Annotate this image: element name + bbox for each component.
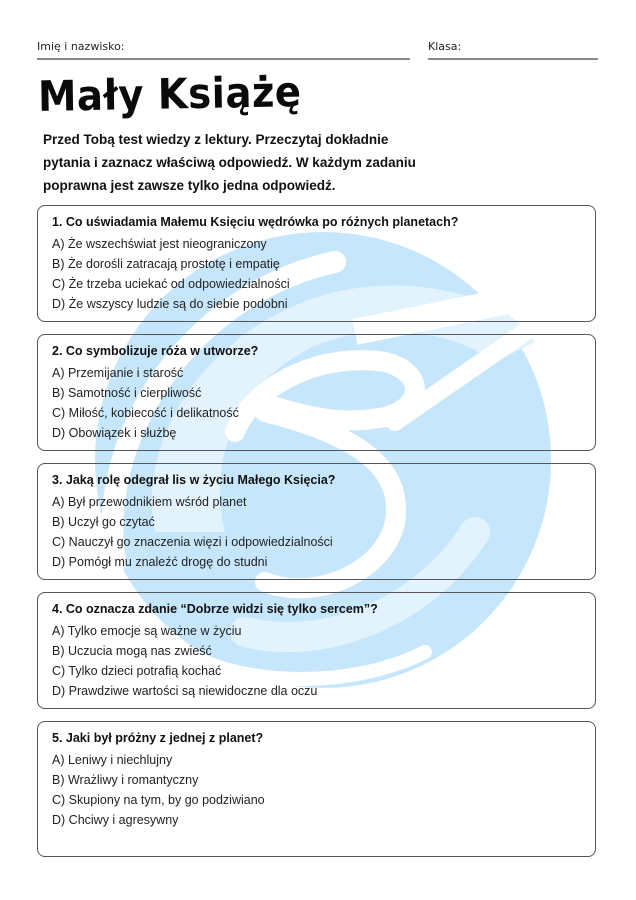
answer-option-d[interactable]: D) Że wszyscy ludzie są do siebie podobni: [52, 297, 288, 311]
question-title: 5. Jaki był próżny z jednej z planet?: [52, 731, 264, 745]
answer-option-a[interactable]: A) Tylko emocje są ważne w życiu: [52, 624, 242, 638]
question-title: 1. Co uświadamia Małemu Księciu wędrówka po różnych planetach?: [52, 215, 459, 229]
answer-option-d[interactable]: D) Prawdziwe wartości są niewidoczne dla oczu: [52, 684, 318, 698]
answer-option-c[interactable]: C) Miłość, kobiecość i delikatność: [52, 406, 239, 420]
answer-option-c[interactable]: C) Nauczył go znaczenia więzi i odpowiedzialności: [52, 535, 333, 549]
answer-option-a[interactable]: A) Był przewodnikiem wśród planet: [52, 495, 247, 509]
class-label: Klasa:: [428, 40, 462, 53]
question-title: 3. Jaką rolę odegrał lis w życiu Małego Księcia?: [52, 473, 336, 487]
name-field[interactable]: [37, 40, 410, 60]
answer-option-d[interactable]: D) Chciwy i agresywny: [52, 813, 179, 827]
answer-option-d[interactable]: D) Obowiązek i służbę: [52, 426, 177, 440]
question-box-2: [37, 334, 596, 451]
question-box-5: [37, 721, 596, 857]
question-box-4: [37, 592, 596, 709]
answer-option-d[interactable]: D) Pomógł mu znaleźć drogę do studni: [52, 555, 268, 569]
question-title: 2. Co symbolizuje róża w utworze?: [52, 344, 259, 358]
answer-option-b[interactable]: B) Uczył go czytać: [52, 515, 155, 529]
answer-option-b[interactable]: B) Uczucia mogą nas zwieść: [52, 644, 212, 658]
answer-option-c[interactable]: C) Tylko dzieci potrafią kochać: [52, 664, 222, 678]
question-box-1: [37, 205, 596, 322]
question-box-3: [37, 463, 596, 580]
page-title: Mały Książę: [37, 67, 302, 121]
answer-option-b[interactable]: B) Wrażliwy i romantyczny: [52, 773, 199, 787]
answer-option-a[interactable]: A) Leniwy i niechlujny: [52, 753, 173, 767]
answer-option-b[interactable]: B) Że dorośli zatracają prostotę i empatię: [52, 257, 280, 271]
instructions-text: Przed Tobą test wiedzy z lektury. Przeczytaj dokładnie pytania i zaznacz właściwą odpowiedź. W każdym zadaniu poprawna jest zawsze tylko jedna odpowiedź.: [43, 132, 416, 193]
answer-option-c[interactable]: C) Skupiony na tym, by go podziwiano: [52, 793, 265, 807]
answer-option-c[interactable]: C) Że trzeba uciekać od odpowiedzialności: [52, 277, 290, 291]
name-label: Imię i nazwisko:: [37, 40, 125, 53]
question-title: 4. Co oznacza zdanie “Dobrze widzi się tylko sercem”?: [52, 602, 378, 616]
answer-option-a[interactable]: A) Przemijanie i starość: [52, 366, 184, 380]
answer-option-b[interactable]: B) Samotność i cierpliwość: [52, 386, 202, 400]
answer-option-a[interactable]: A) Że wszechświat jest nieograniczony: [52, 237, 267, 251]
class-field[interactable]: [428, 40, 598, 60]
